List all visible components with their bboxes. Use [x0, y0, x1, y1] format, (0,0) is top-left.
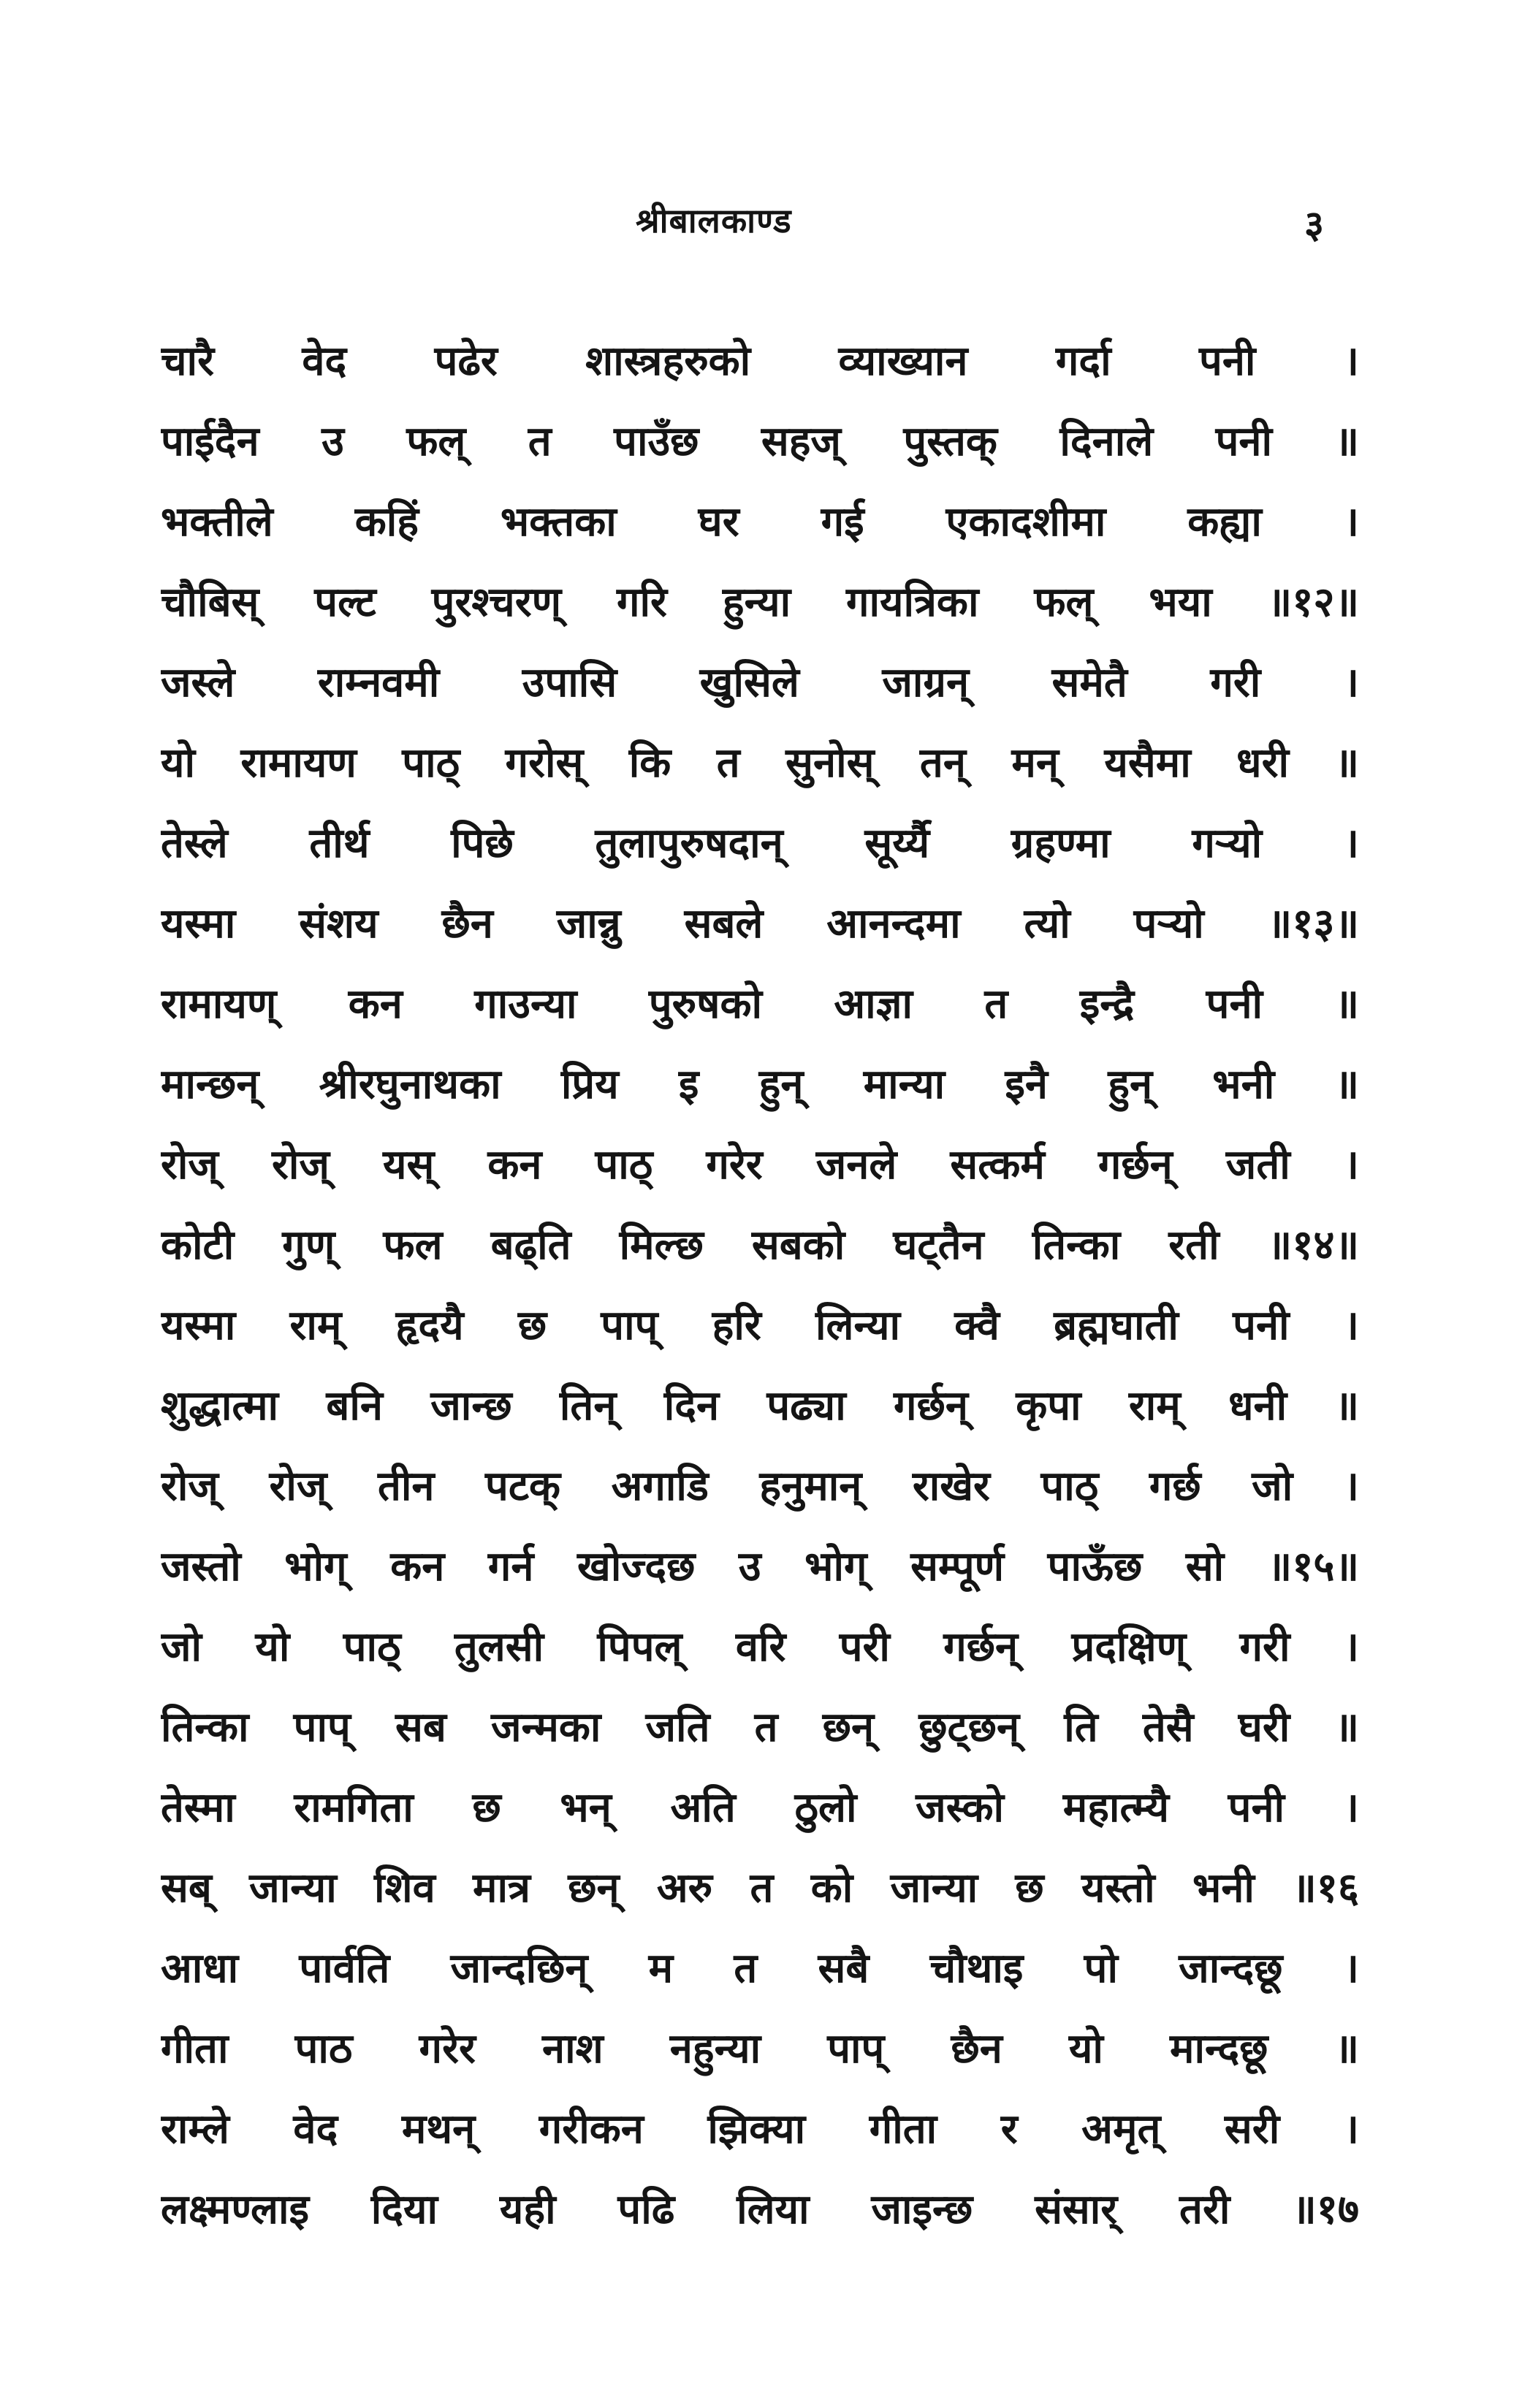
- verse-block: [161, 964, 1359, 1286]
- verse-line: मान्छन् श्रीरघुनाथका प्रिय इ हुन् मान्या इनै हुन् भनी ॥: [161, 1061, 1359, 1108]
- verse-line: पाईदैन उ फल् त पाउँछ सहज् पुस्तक् दिनाले पनी ॥: [161, 418, 1359, 465]
- verse-line: कोटी गुण् फल बढ्ति मिल्छ सबको घट्तैन तिन्का रती ॥१४॥: [161, 1222, 1359, 1269]
- verse-line: भक्तीले कहिं भक्तका घर गई एकादशीमा कह्या ।: [161, 498, 1359, 546]
- verse-line: तिन्का पाप् सब जन्मका जति त छन् छुट्छन् ति तेसै घरी ॥: [161, 1704, 1359, 1751]
- verse-line: यो रामायण पाठ् गरोस् कि त सुनोस् तन् मन् यसैमा धरी ॥: [161, 739, 1359, 787]
- verse-block: [161, 321, 1359, 643]
- verse-line: यस्मा संशय छैन जान्नु सबले आनन्दमा त्यो पऱ्यो ॥१३॥: [161, 900, 1359, 948]
- verse-line: चौबिस् पल्ट पुरश्चरण् गरि हुन्या गायत्रिका फल् भया ॥१२॥: [161, 579, 1359, 626]
- verse-line: तेस्ले तीर्थ पिछे तुलापुरुषदान् सूर्य्यै ग्रहण्मा गऱ्यो ।: [161, 820, 1359, 867]
- verse-line: जस्तो भोग् कन गर्न खोज्दछ उ भोग् सम्पूर्ण पाऊँछ सो ॥१५॥: [161, 1543, 1359, 1590]
- verse-line: राम्ले वेद मथन् गरीकन झिक्या गीता र अमृत् सरी ।: [161, 2106, 1359, 2153]
- verse-line: तेस्मा रामगिता छ भन् अति ठुलो जस्को महात्म्यै पनी ।: [161, 1784, 1359, 1832]
- verse-block: [161, 1929, 1359, 2250]
- verse-block: [161, 643, 1359, 964]
- page-number: ३: [1304, 203, 1325, 247]
- verse-line: रामायण् कन गाउन्या पुरुषको आज्ञा त इन्द्रै पनी ॥: [161, 980, 1359, 1028]
- verse-line: शुद्धात्मा बनि जान्छ तिन् दिन पढ्या गर्छन् कृपा राम् धनी ॥: [161, 1382, 1359, 1430]
- verse-line: लक्ष्मण्लाइ दिया यही पढि लिया जाइन्छ संसार् तरी ॥१७: [161, 2186, 1359, 2233]
- verse-line: आधा पार्वति जान्दछिन् म त सबै चौथाइ पो जान्दछू ।: [161, 1945, 1359, 1992]
- verse-line: सब् जान्या शिव मात्र छन् अरु त को जान्या छ यस्तो भनी ॥१६: [161, 1864, 1359, 1912]
- page-title: श्रीबालकाण्ड: [636, 201, 792, 240]
- verse-block: [161, 1607, 1359, 1929]
- verse-line: गीता पाठ गरेर नाश नहुन्या पाप् छैन यो मान्दछू ॥: [161, 2025, 1359, 2073]
- verse-line: यस्मा राम् हृदयै छ पाप् हरि लिन्या क्वै ब्रह्मघाती पनी ।: [161, 1302, 1359, 1349]
- verse-line: जो यो पाठ् तुलसी पिपल् वरि परी गर्छन् प्रदक्षिण् गरी ।: [161, 1623, 1359, 1671]
- verse-line: रोज् रोज् यस् कन पाठ् गरेर जनले सत्कर्म गर्छन् जती ।: [161, 1141, 1359, 1189]
- verse-line: चारै वेद पढेर शास्त्रहरुको व्याख्यान गर्दा पनी ।: [161, 338, 1359, 385]
- page-header: [0, 197, 1522, 263]
- verse-line: जस्ले राम्नवमी उपासि खुसिले जाग्रन् समेतै गरी ।: [161, 659, 1359, 706]
- verse-line: रोज् रोज् तीन पटक् अगाडि हनुमान् राखेर पाठ् गर्छ जो ।: [161, 1463, 1359, 1510]
- verse-block: [161, 1286, 1359, 1607]
